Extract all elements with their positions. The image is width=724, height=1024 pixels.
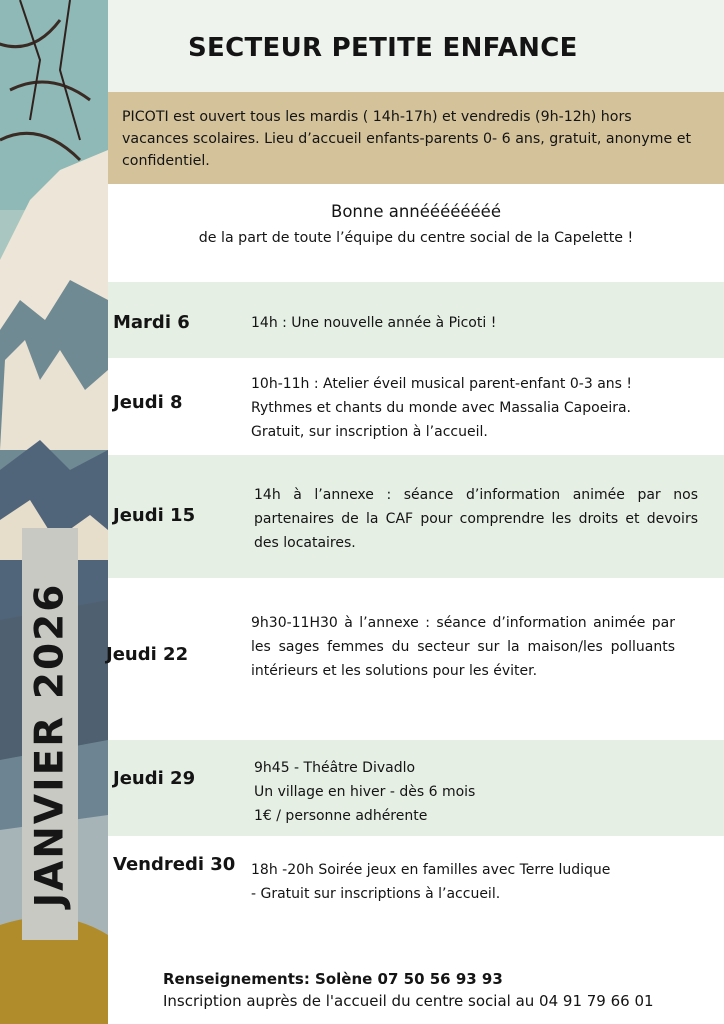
event-row (108, 455, 724, 578)
contact-footer (163, 968, 654, 1012)
event-day: Jeudi 8 (113, 392, 183, 413)
event-row (108, 578, 724, 740)
event-description (251, 372, 632, 444)
event-line: 14h : Une nouvelle année à Picoti ! (251, 315, 497, 331)
page-title: SECTEUR PETITE ENFANCE (188, 33, 578, 63)
event-day: Jeudi 29 (113, 768, 196, 789)
registration-line: Inscription auprès de l'accueil du centre social au 04 91 79 66 01 (163, 992, 654, 1010)
event-line: Rythmes et chants du monde avec Massalia Capoeira. (251, 400, 632, 416)
event-description (254, 756, 475, 828)
event-row (108, 282, 724, 358)
event-day: Vendredi 30 (113, 854, 236, 875)
event-line: 18h -20h Soirée jeux en familles avec Terre ludique (251, 862, 611, 878)
info-band (108, 92, 724, 184)
contact-line: Renseignements: Solène 07 50 56 93 93 (163, 970, 503, 988)
event-description: 9h30-11H30 à l’annexe : séance d’information animée par les sages femmes du secteur sur la maison/les polluants intérieurs et les solutions pour les éviter. (251, 615, 675, 679)
event-line: - Gratuit sur inscriptions à l’accueil. (251, 886, 501, 902)
event-line: 9h45 - Théâtre Divadlo (254, 760, 416, 776)
event-line: Gratuit, sur inscription à l’accueil. (251, 424, 488, 440)
event-row (108, 358, 724, 455)
event-description (251, 858, 610, 906)
greeting-subtitle: de la part de toute l’équipe du centre social de la Capelette ! (198, 230, 634, 246)
picoti-info-text: PICOTI est ouvert tous les mardis ( 14h-17h) et vendredis (9h-12h) hors vacances scolaires. Lieu d’accueil enfants-parents 0- 6 ans, gratuit, anonyme et confidentiel. (122, 109, 692, 169)
event-day: Jeudi 22 (106, 644, 189, 665)
event-description (251, 311, 496, 335)
greeting-title: Bonne annéééééééé (331, 202, 501, 221)
event-row (108, 836, 724, 936)
event-day: Jeudi 15 (113, 505, 196, 526)
event-line: 1€ / personne adhérente (254, 808, 428, 824)
event-line: Un village en hiver - dès 6 mois (254, 784, 476, 800)
event-day: Mardi 6 (113, 312, 190, 333)
event-row (108, 740, 724, 836)
month-year-label: JANVIER 2026 (27, 582, 73, 908)
event-description: 14h à l’annexe : séance d’information animée par nos partenaires de la CAF pour comprendre les droits et devoirs des locataires. (254, 487, 698, 551)
decorative-painting (0, 0, 108, 1024)
title-band (108, 0, 724, 92)
event-line: 10h-11h : Atelier éveil musical parent-enfant 0-3 ans ! (251, 376, 633, 392)
